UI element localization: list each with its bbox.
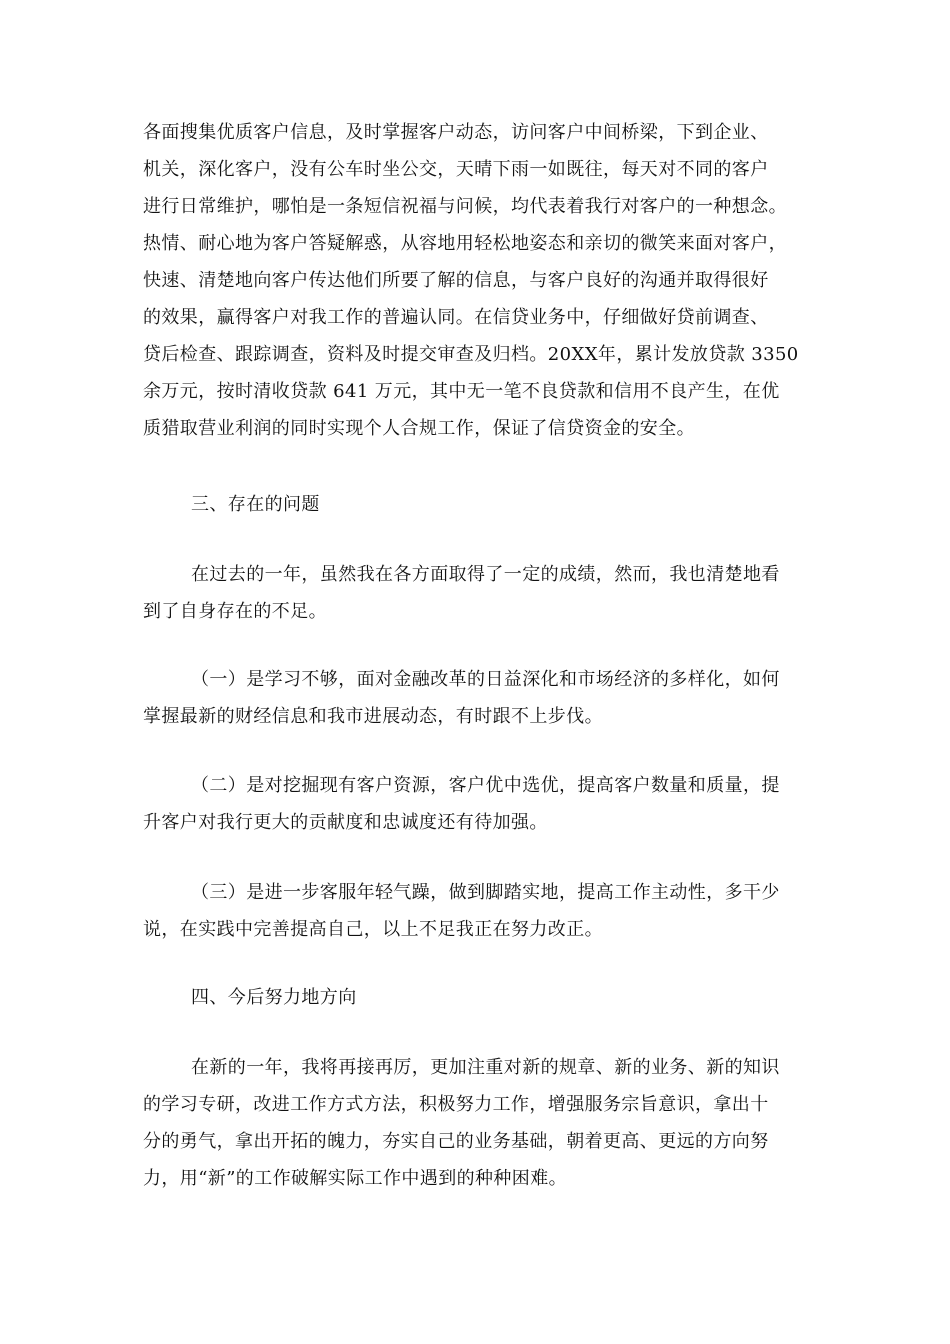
text-line: 掌握最新的财经信息和我市进展动态，有时跟不上步伐。 xyxy=(143,706,603,727)
text-line: 在新的一年，我将再接再厉，更加注重对新的规章、新的业务、新的知识 xyxy=(191,1057,780,1078)
text-line: 力，用“新”的工作破解实际工作中遇到的种种困难。 xyxy=(143,1168,568,1189)
text-line: 余万元，按时清收贷款 641 万元，其中无一笔不良贷款和信用不良产生，在优 xyxy=(143,381,780,402)
text-line: 各面搜集优质客户信息，及时掌握客户动态，访问客户中间桥梁，下到企业、 xyxy=(143,122,769,143)
text-line: 的学习专研，改进工作方式方法，积极努力工作，增强服务宗旨意识，拿出十 xyxy=(143,1094,769,1115)
text-line: （三）是进一步客服年轻气躁，做到脚踏实地，提高工作主动性，多干少 xyxy=(191,882,780,903)
paragraph-item-3 xyxy=(143,874,813,948)
text-line: 的效果，赢得客户对我工作的普遍认同。在信贷业务中，仔细做好贷前调查、 xyxy=(143,307,769,328)
text-line: 热情、耐心地为客户答疑解惑，从容地用轻松地姿态和亲切的微笑来面对客户， xyxy=(143,233,787,254)
section-heading-problems xyxy=(143,486,813,523)
paragraph-achievements xyxy=(143,114,813,447)
text-line: 分的勇气，拿出开拓的魄力，夯实自己的业务基础，朝着更高、更远的方向努 xyxy=(143,1131,769,1152)
text-line: 说，在实践中完善提高自己，以上不足我正在努力改正。 xyxy=(143,919,603,940)
paragraph-item-2 xyxy=(143,767,813,841)
text-line: 到了自身存在的不足。 xyxy=(143,601,327,622)
paragraph-future-plan xyxy=(143,1049,813,1197)
text-line: 升客户对我行更大的贡献度和忠诚度还有待加强。 xyxy=(143,812,548,833)
text-line: 快速、清楚地向客户传达他们所要了解的信息，与客户良好的沟通并取得很好 xyxy=(143,270,769,291)
text-line: 机关，深化客户，没有公车时坐公交，天晴下雨一如既往，每天对不同的客户 xyxy=(143,159,769,180)
paragraph-item-1 xyxy=(143,661,813,735)
paragraph-shortcomings-intro xyxy=(143,556,813,630)
text-line: 质猎取营业利润的同时实现个人合规工作，保证了信贷资金的安全。 xyxy=(143,418,695,439)
text-line: （一）是学习不够，面对金融改革的日益深化和市场经济的多样化，如何 xyxy=(191,669,780,690)
section-heading-future xyxy=(143,979,813,1016)
text-line: 贷后检查、跟踪调查，资料及时提交审查及归档。20XX年，累计发放贷款 3350 xyxy=(143,344,799,365)
section-title: 四、今后努力地方向 xyxy=(191,987,357,1008)
section-title: 三、存在的问题 xyxy=(191,494,320,515)
text-line: （二）是对挖掘现有客户资源，客户优中选优，提高客户数量和质量，提 xyxy=(191,775,780,796)
text-line: 在过去的一年，虽然我在各方面取得了一定的成绩，然而，我也清楚地看 xyxy=(191,564,780,585)
text-line: 进行日常维护，哪怕是一条短信祝福与问候，均代表着我行对客户的一种想念。 xyxy=(143,196,787,217)
